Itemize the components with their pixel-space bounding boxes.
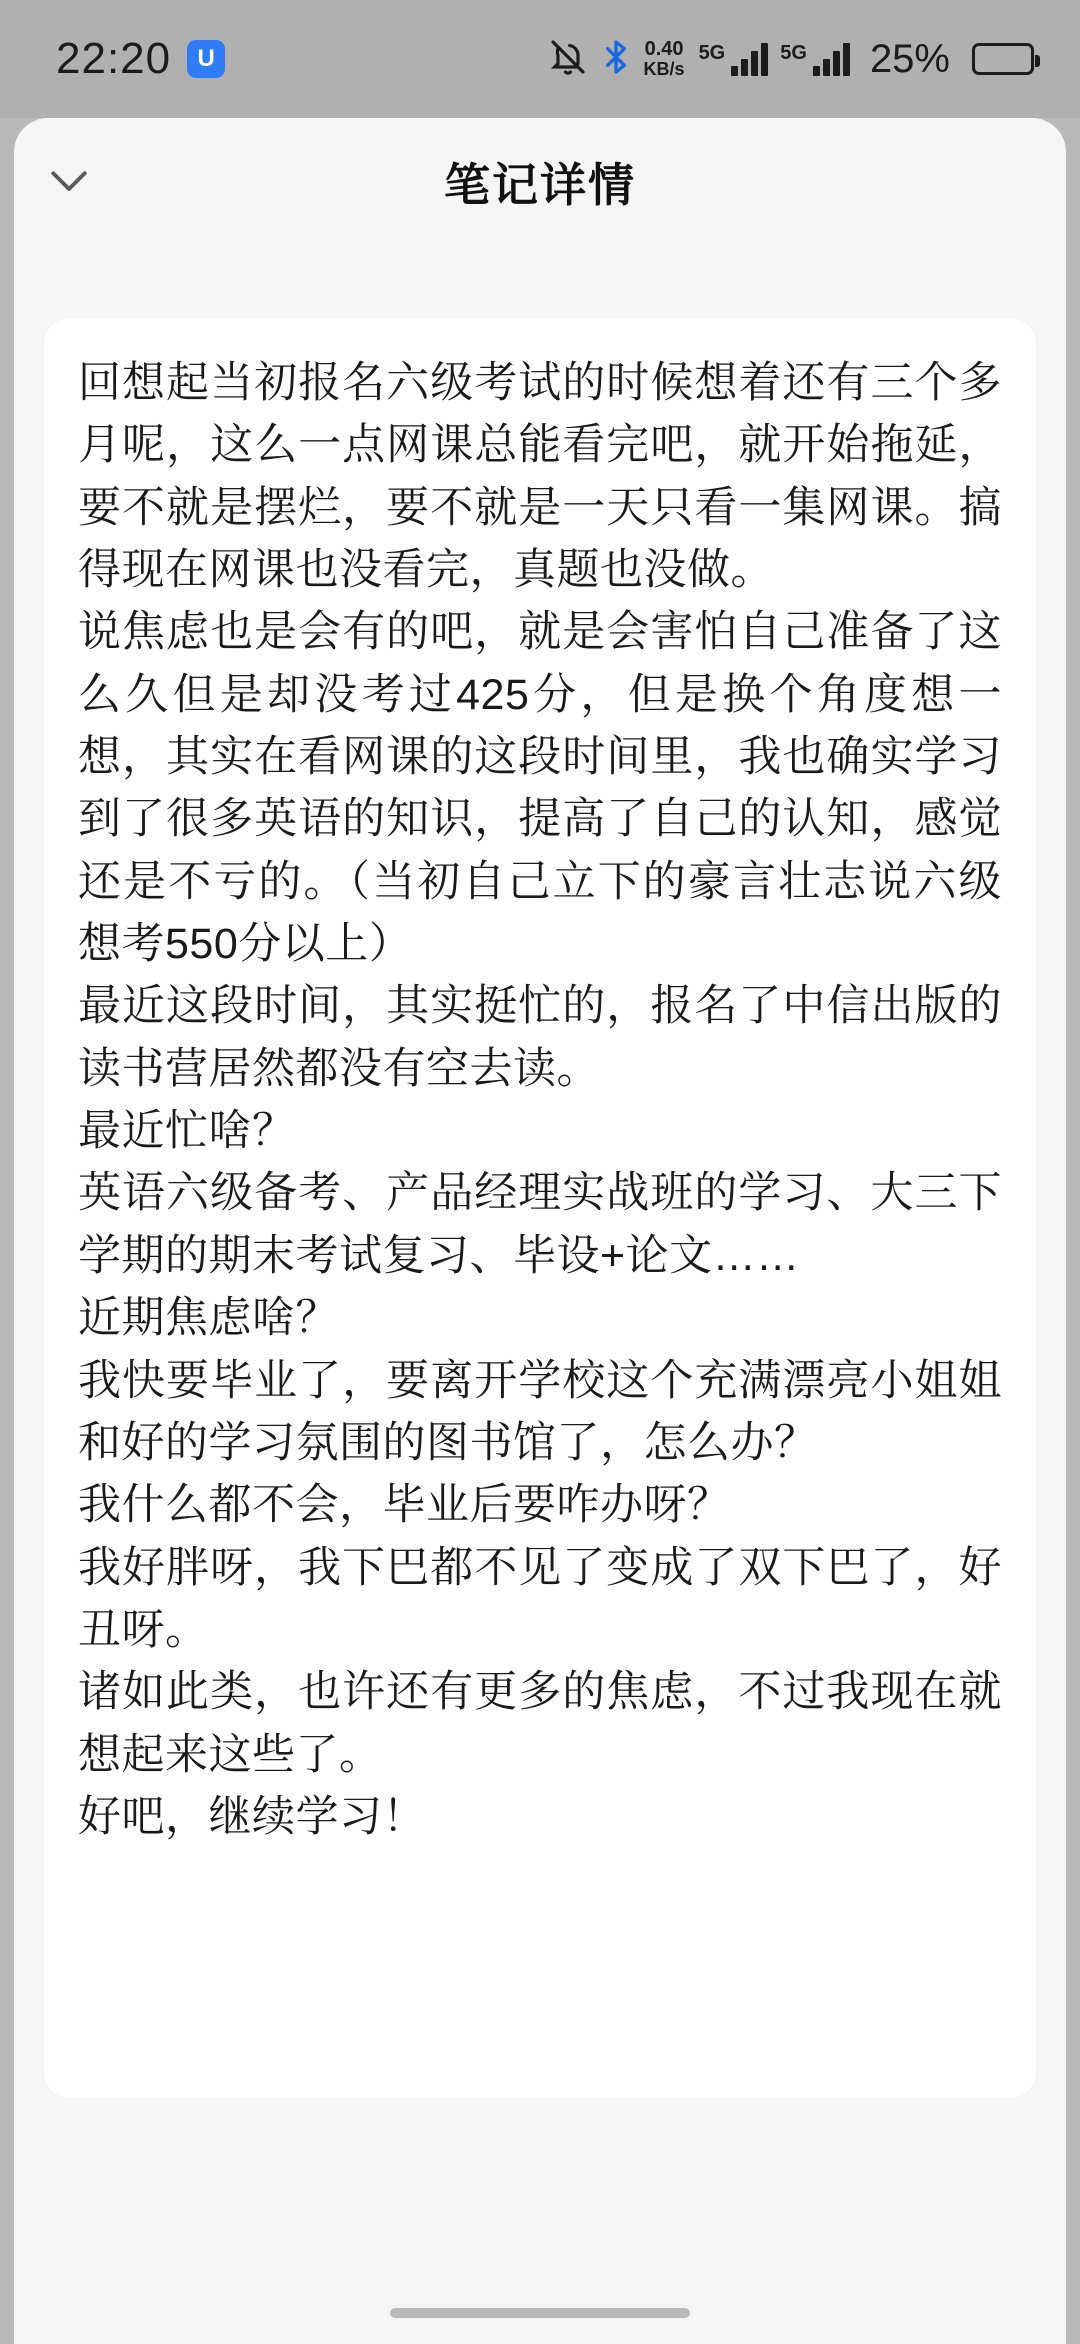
- bluetooth-icon: [600, 37, 632, 82]
- battery-percent-label: 25%: [869, 36, 950, 81]
- note-paragraph: 近期焦虑啥？: [78, 1294, 339, 1343]
- note-paragraph: 英语六级备考、产品经理实战班的学习、大三下学期的期末考试复习、毕设+论文……: [78, 1169, 1002, 1280]
- note-paragraph: 好吧，继续学习！: [78, 1792, 426, 1841]
- note-paragraph: 我快要毕业了，要离开学校这个充满漂亮小姐姐和好的学习氛围的图书馆了，怎么办？: [78, 1356, 1002, 1467]
- sim1-signal-bars: [731, 42, 768, 76]
- note-paragraph: 我什么都不会，毕业后要咋办呀？: [78, 1481, 731, 1530]
- network-speed-unit: KB/s: [643, 59, 685, 80]
- app-badge-icon: U: [187, 40, 225, 78]
- note-paragraph: 最近这段时间，其实挺忙的，报名了中信出版的读书营居然都没有空去读。: [78, 982, 1002, 1093]
- sim1-signal: [699, 42, 769, 76]
- collapse-button[interactable]: [14, 118, 124, 246]
- note-paragraph: 我好胖呀，我下巴都不见了变成了双下巴了，好丑呀。: [78, 1543, 1002, 1654]
- sim2-signal-bars: [813, 42, 850, 76]
- home-indicator[interactable]: [390, 2308, 690, 2318]
- status-time: 22:20: [56, 34, 172, 83]
- bell-muted-icon: [548, 37, 588, 82]
- app-window: [14, 118, 1066, 2344]
- sim2-network-label: 5G: [780, 42, 807, 64]
- network-speed-value: 0.40: [644, 38, 684, 61]
- note-paragraph: 最近忙啥？: [78, 1107, 296, 1156]
- page-title: 笔记详情: [444, 159, 636, 211]
- note-paragraph: 诸如此类，也许还有更多的焦虑，不过我现在就想起来这些了。: [78, 1668, 1002, 1779]
- battery-icon: [972, 43, 1034, 75]
- chevron-down-icon: [42, 153, 96, 212]
- title-bar: [14, 118, 1066, 246]
- note-body: [78, 352, 1002, 1848]
- status-bar: [0, 0, 1080, 118]
- note-card: [44, 318, 1036, 2098]
- note-paragraph: 说焦虑也是会有的吧，就是会害怕自己准备了这么久但是却没考过425分，但是换个角度想一想，其实在看网课的这段时间里，我也确实学习到了很多英语的知识，提高了自己的认知，感觉还是不亏的。（当初自己立下的豪言壮志说六级想考550分以上）: [78, 608, 1002, 969]
- sim2-signal: [780, 42, 850, 76]
- network-speed: [644, 39, 685, 79]
- status-icons: [548, 37, 1034, 82]
- note-paragraph: 回想起当初报名六级考试的时候想着还有三个多月呢，这么一点网课总能看完吧，就开始拖延，要不就是摆烂，要不就是一天只看一集网课。搞得现在网课也没看完，真题也没做。: [78, 359, 1002, 595]
- sim1-network-label: 5G: [698, 42, 726, 64]
